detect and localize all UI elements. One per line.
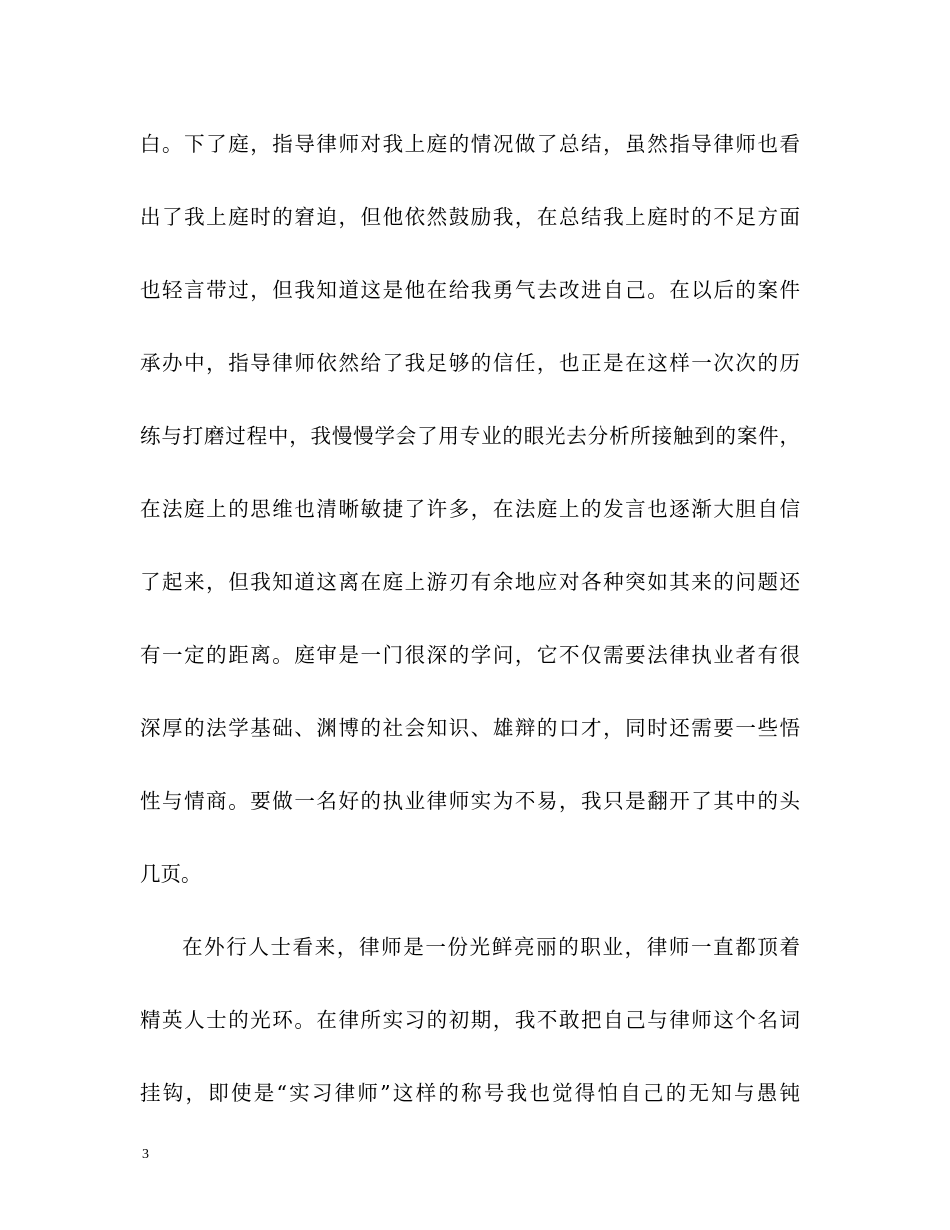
text-line: 承办中，指导律师依然给了我足够的信任，也正是在这样一次次的历 bbox=[140, 351, 800, 375]
paragraph-first-line: 在外行人士看来，律师是一份光鲜亮丽的职业，律师一直都顶着 bbox=[182, 935, 800, 959]
body-text bbox=[140, 120, 800, 1142]
text-line: 性与情商。要做一名好的执业律师实为不易，我只是翻开了其中的头 bbox=[140, 789, 800, 813]
text-line: 几页。 bbox=[140, 862, 202, 886]
text-line: 深厚的法学基础、渊博的社会知识、雄辩的口才，同时还需要一些悟 bbox=[140, 716, 800, 740]
text-line: 有一定的距离。庭审是一门很深的学问，它不仅需要法律执业者有很 bbox=[140, 643, 800, 667]
text-line: 白。下了庭，指导律师对我上庭的情况做了总结，虽然指导律师也看 bbox=[140, 132, 800, 156]
page-number: 3 bbox=[142, 1147, 149, 1162]
text-line: 在法庭上的思维也清晰敏捷了许多，在法庭上的发言也逐渐大胆自信 bbox=[140, 497, 800, 521]
text-line: 出了我上庭时的窘迫，但他依然鼓励我，在总结我上庭时的不足方面 bbox=[140, 205, 800, 229]
text-line: 了起来，但我知道这离在庭上游刃有余地应对各种突如其来的问题还 bbox=[140, 570, 800, 594]
text-line: 练与打磨过程中，我慢慢学会了用专业的眼光去分析所接触到的案件， bbox=[140, 424, 800, 448]
text-line: 挂钩，即使是“实习律师”这样的称号我也觉得怕自己的无知与愚钝 bbox=[140, 1081, 800, 1105]
text-line: 也轻言带过，但我知道这是他在给我勇气去改进自己。在以后的案件 bbox=[140, 278, 800, 302]
text-line: 精英人士的光环。在律所实习的初期，我不敢把自己与律师这个名词 bbox=[140, 1008, 800, 1032]
